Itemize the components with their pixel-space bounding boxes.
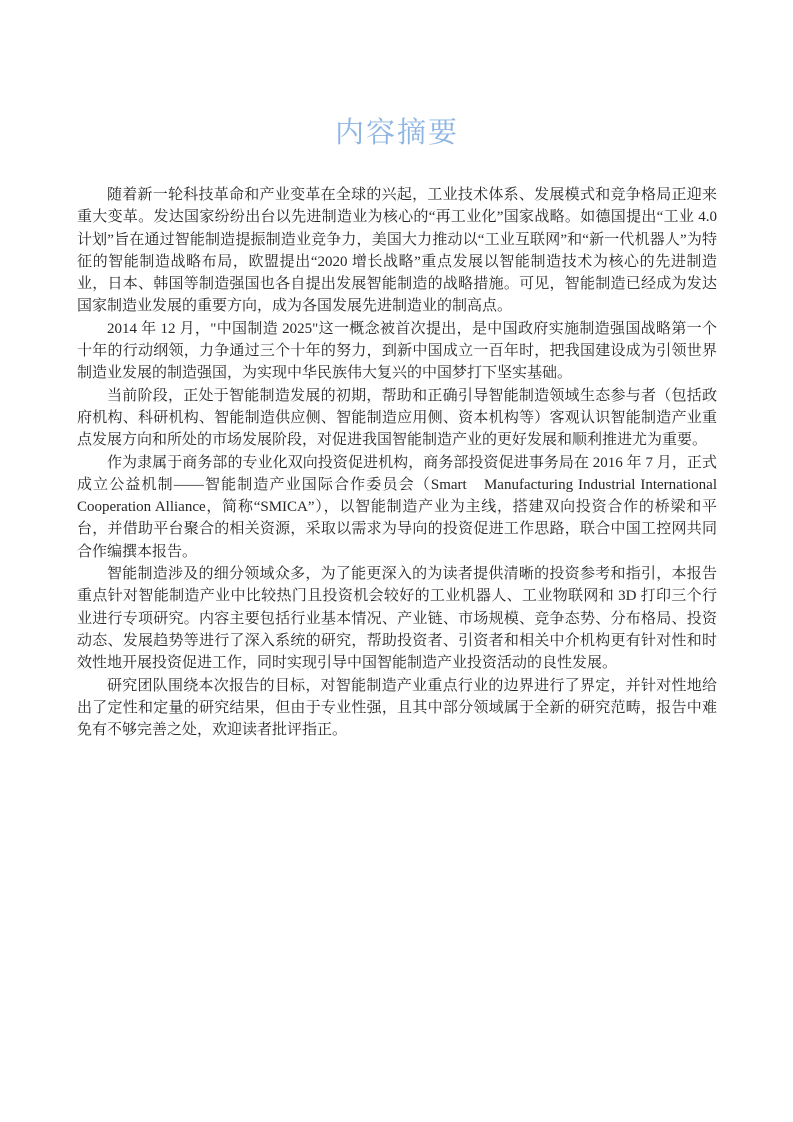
paragraph-4: 作为隶属于商务部的专业化双向投资促进机构，商务部投资促进事务局在 2016 年 7 月，正式成立公益机制——智能制造产业国际合作委员会（Smart Manufacturing Industrial International Cooperation Alliance，简称“SMICA”），以智能制造产业为主线，搭建双向投资合作的桥梁和平台，并借助平台聚合的相关资源，采取以需求为导向的投资促进工作思路，联合中国工控网共同合作编撰本报告。 bbox=[77, 454, 717, 560]
page-title: 内容摘要 bbox=[334, 117, 459, 149]
paragraph-3: 当前阶段，正处于智能制造发展的初期，帮助和正确引导智能制造领域生态参与者（包括政 府机构、科研机构、智能制造供应侧、智能制造应用侧、资本机构等）客观认识智能制造产业重点发展方向和所处的市场发展阶段，对促进我国智能制造产业的更好发展和顺利推进尤为重要。 bbox=[77, 387, 717, 449]
paragraph-1: 随着新一轮科技革命和产业变革在全球的兴起，工业技术体系、发展模式和竞争格局正迎来重大变革。发达国家纷纷出台以先进制造业为核心的“再工业化”国家战略。如德国提出“工业 4.0 计划”旨在通过智能制造提振制造业竞争力，美国大力推动以“工业互联网”和“新一代机器人”为特征的智能制造战略布局，欧盟提出“2020 增长战略”重点发展以智能制造技术为核心的先进制造业，日本、韩国等制造强国也各自提出发展智能制造的战略措施。可见，智能制造已经成为发达国家制造业发展的重要方向，成为各国发展先进制造业的制高点。 bbox=[77, 187, 717, 315]
paragraph-6: 研究团队围绕本次报告的目标，对智能制造产业重点行业的边界进行了界定，并针对性地给出了定性和定量的研究结果，但由于专业性强，且其中部分领域属于全新的研究范畴，报告中难免有不够完善之处，欢迎读者批评指正。 bbox=[77, 677, 717, 739]
paragraph-2: 2014 年 12 月，"中国制造 2025"这一概念被首次提出，是中国政府实施制造强国战略第一个十年的行动纲领，力争通过三个十年的努力，到新中国成立一百年时，把我国建设成为引领世界制造业发展的制造强国，为实现中华民族伟大复兴的中国梦打下坚实基础。 bbox=[77, 320, 717, 382]
paragraph-5: 智能制造涉及的细分领域众多，为了能更深入的为读者提供清晰的投资参考和指引，本报告重点针对智能制造产业中比较热门且投资机会较好的工业机器人、工业物联网和 3D 打印三个行业进行专项研究。内容主要包括行业基本情况、产业链、市场规模、竞争态势、分布格局、投资动态、发展趋势等进行了深入系统的研究，帮助投资者、引资者和相关中介机构更有针对性和时效性地开展投资促进工作，同时实现引导中国智能制造产业投资活动的良性发展。 bbox=[77, 566, 717, 672]
document-body bbox=[77, 184, 717, 741]
page-content bbox=[77, 112, 717, 741]
